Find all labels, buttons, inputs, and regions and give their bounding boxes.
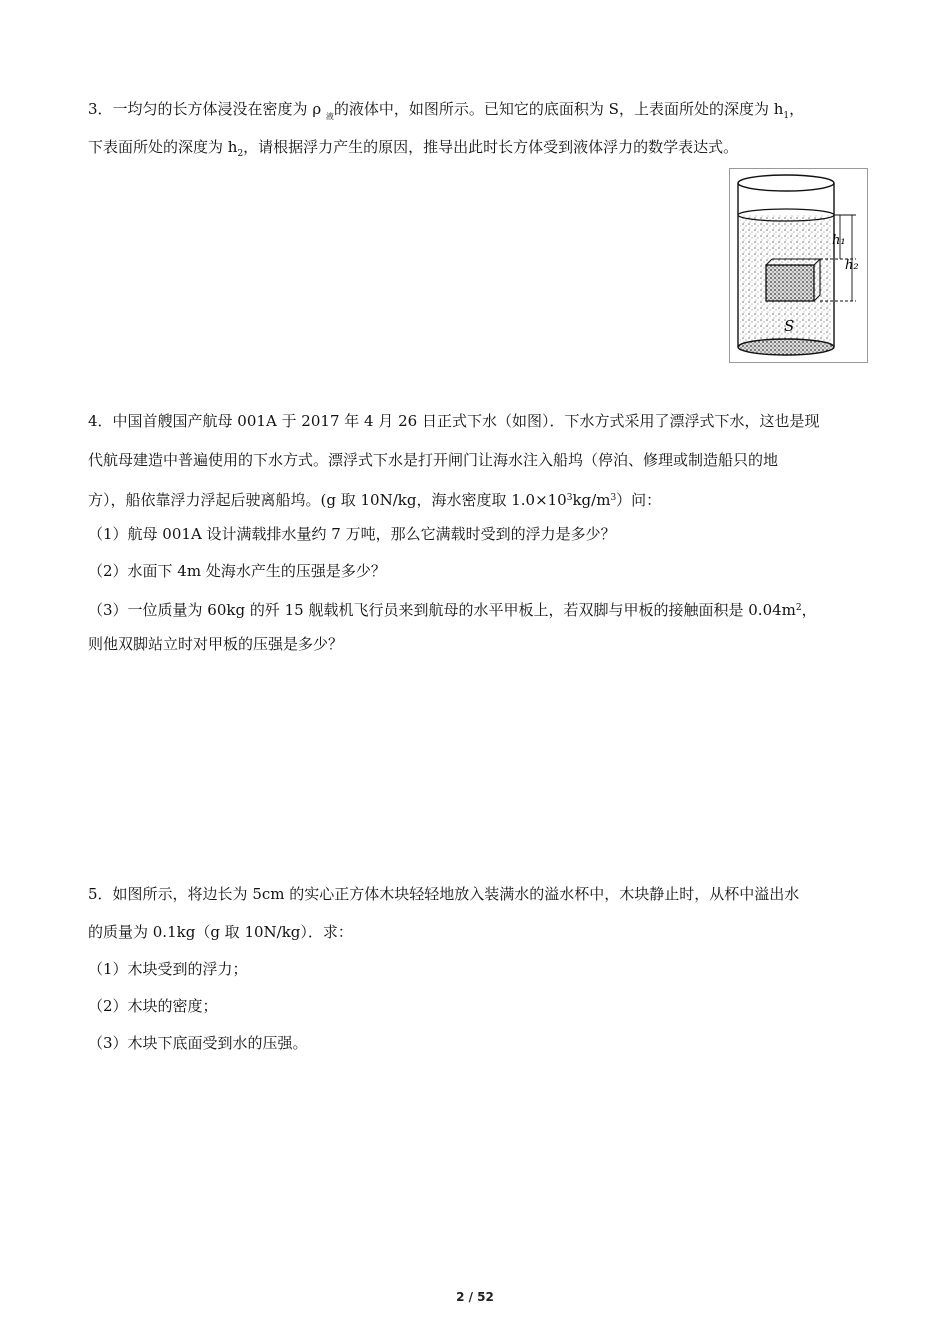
superscript-3: 3 xyxy=(566,493,573,503)
subscript-liquid: 液 xyxy=(325,112,334,121)
q5-line-2: 的质量为 0.1kg（g 取 10N/kg）．求： xyxy=(88,923,353,941)
beaker-diagram xyxy=(730,169,867,362)
q5-part-2: （2）木块的密度； xyxy=(88,997,218,1015)
q4-part-1: （1）航母 001A 设计满载排水量约 7 万吨，那么它满载时受到的浮力是多少？ xyxy=(88,525,616,543)
label-h2: h₂ xyxy=(845,258,859,273)
subscript-1: 1 xyxy=(783,111,790,121)
page-number: 2 / 52 xyxy=(456,1290,494,1304)
q4-part-3-cont: 则他双脚站立时对甲板的压强是多少？ xyxy=(88,635,344,653)
q4-text: ， xyxy=(801,601,817,619)
q4-text: kg/m xyxy=(572,491,611,509)
q4-line-3 xyxy=(88,488,661,510)
label-s: S xyxy=(784,317,795,335)
label-h1: h₁ xyxy=(832,233,846,248)
q4-part-2: （2）水面下 4m 处海水产生的压强是多少？ xyxy=(88,562,386,580)
q4-line-2: 代航母建造中普遍使用的下水方式。漂浮式下水是打开闸门让海水注入船坞（停泊、修理或制造船只的地 xyxy=(88,451,779,469)
q3-text: ，请根据浮力产生的原因，推导出此时长方体受到液体浮力的数学表达式。 xyxy=(243,138,739,156)
q3-line-1 xyxy=(88,99,804,127)
q3-figure-beaker xyxy=(729,168,868,363)
q5-line-1: 5．如图所示，将边长为 5cm 的实心正方体木块轻轻地放入装满水的溢水杯中，木块静止时，从杯中溢出水 xyxy=(88,885,800,903)
superscript-2: 2 xyxy=(795,603,802,613)
q4-text: （3）一位质量为 60kg 的歼 15 舰载机飞行员来到航母的水平甲板上，若双脚与甲板的接触面积是 0.04m xyxy=(88,601,796,619)
q3-text: 下表面所处的深度为 h xyxy=(88,138,238,156)
q5-part-3: （3）木块下底面受到水的压强。 xyxy=(88,1034,308,1052)
q4-text: 方），船依靠浮力浮起后驶离船坞。(g 取 10N/kg，海水密度取 1.0×10 xyxy=(88,491,567,509)
q3-text: 的液体中，如图所示。已知它的底面积为 S，上表面所处的深度为 h xyxy=(333,100,784,118)
q4-part-3 xyxy=(88,598,817,620)
q4-line-1: 4．中国首艘国产航母 001A 于 2017 年 4 月 26 日正式下水（如图）．下水方式采用了漂浮式下水，这也是现 xyxy=(88,412,820,430)
q4-text: ）问： xyxy=(616,491,662,509)
q5-part-1: （1）木块受到的浮力； xyxy=(88,960,248,978)
q3-line-2 xyxy=(88,137,738,164)
superscript-3: 3 xyxy=(610,493,617,503)
q3-text: ， xyxy=(789,100,805,118)
subscript-2: 2 xyxy=(237,149,244,159)
q3-text: 3．一均匀的长方体浸没在密度为 ρ xyxy=(88,100,326,118)
